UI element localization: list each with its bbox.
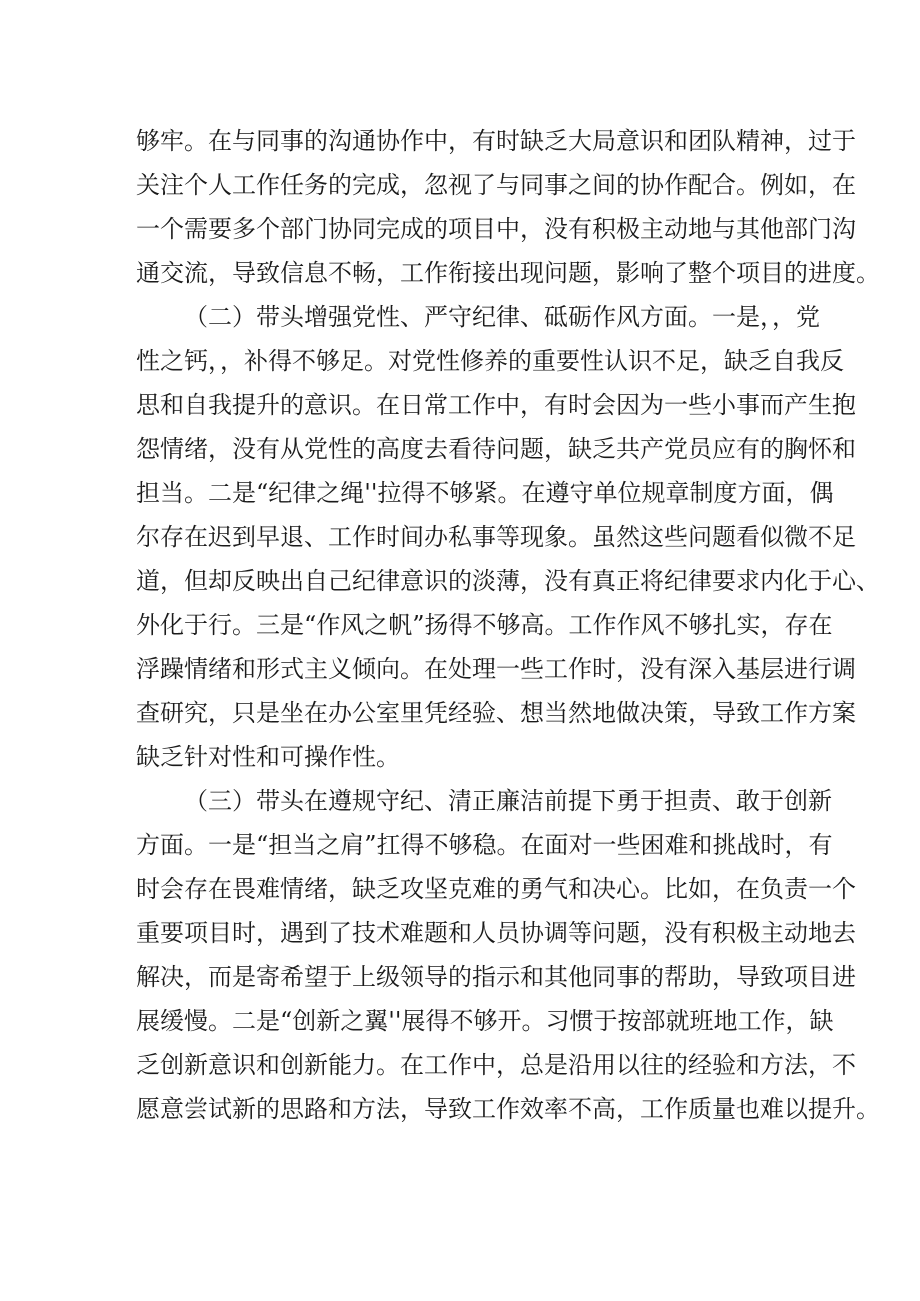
text-line: 愿意尝试新的思路和方法，导致工作效率不高，工作质量也难以提升。	[136, 1095, 880, 1123]
text-line: 展缓慢。二是“创新之翼''展得不够开。习惯于按部就班地工作，缺	[136, 1007, 834, 1035]
text-line: 思和自我提升的意识。在日常工作中，有时会因为一些小事而产生抱	[136, 391, 856, 419]
text-line: 缺乏针对性和可操作性。	[136, 743, 400, 771]
text-line: 怨情绪，没有从党性的高度去看待问题，缺乏共产党员应有的胸怀和	[136, 435, 856, 463]
text-line: 乏创新意识和创新能力。在工作中，总是沿用以往的经验和方法，不	[136, 1051, 856, 1079]
text-line: 时会存在畏难情绪，缺乏攻坚克难的勇气和决心。比如，在负责一个	[136, 875, 856, 903]
text-line: 通交流，导致信息不畅，工作衔接出现问题，影响了整个项目的进度。	[136, 259, 880, 287]
text-line: 关注个人工作任务的完成，忽视了与同事之间的协作配合。例如，在	[136, 171, 856, 199]
text-line: （三）带头在遵规守纪、清正廉洁前提下勇于担责、敢于创新	[184, 787, 832, 815]
text-line: 解决，而是寄希望于上级领导的指示和其他同事的帮助，导致项目进	[136, 963, 856, 991]
text-line: 外化于行。三是“作风之帆”扬得不够高。工作作风不够扎实，存在	[136, 611, 833, 639]
text-line: 重要项目时，遇到了技术难题和人员协调等问题，没有积极主动地去	[136, 919, 856, 947]
text-line: 尔存在迟到早退、工作时间办私事等现象。虽然这些问题看似微不足	[136, 523, 856, 551]
text-line: （二）带头增强党性、严守纪律、砥砺作风方面。一是，，党	[184, 303, 820, 331]
text-line: 方面。一是“担当之肩”扛得不够稳。在面对一些困难和挑战时，有	[136, 831, 833, 859]
text-line: 性之钙，，补得不够足。对党性修养的重要性认识不足，缺乏自我反	[136, 347, 844, 375]
text-line: 够牢。在与同事的沟通协作中，有时缺乏大局意识和团队精神，过于	[136, 127, 856, 155]
text-line: 一个需要多个部门协同完成的项目中，没有积极主动地与其他部门沟	[136, 215, 856, 243]
text-line: 查研究，只是坐在办公室里凭经验、想当然地做决策，导致工作方案	[136, 699, 856, 727]
text-line: 道，但却反映出自己纪律意识的淡薄，没有真正将纪律要求内化于心、	[136, 567, 880, 595]
text-line: 浮躁情绪和形式主义倾向。在处理一些工作时，没有深入基层进行调	[136, 655, 856, 683]
text-line: 担当。二是“纪律之绳''拉得不够紧。在遵守单位规章制度方面，偶	[136, 479, 834, 507]
